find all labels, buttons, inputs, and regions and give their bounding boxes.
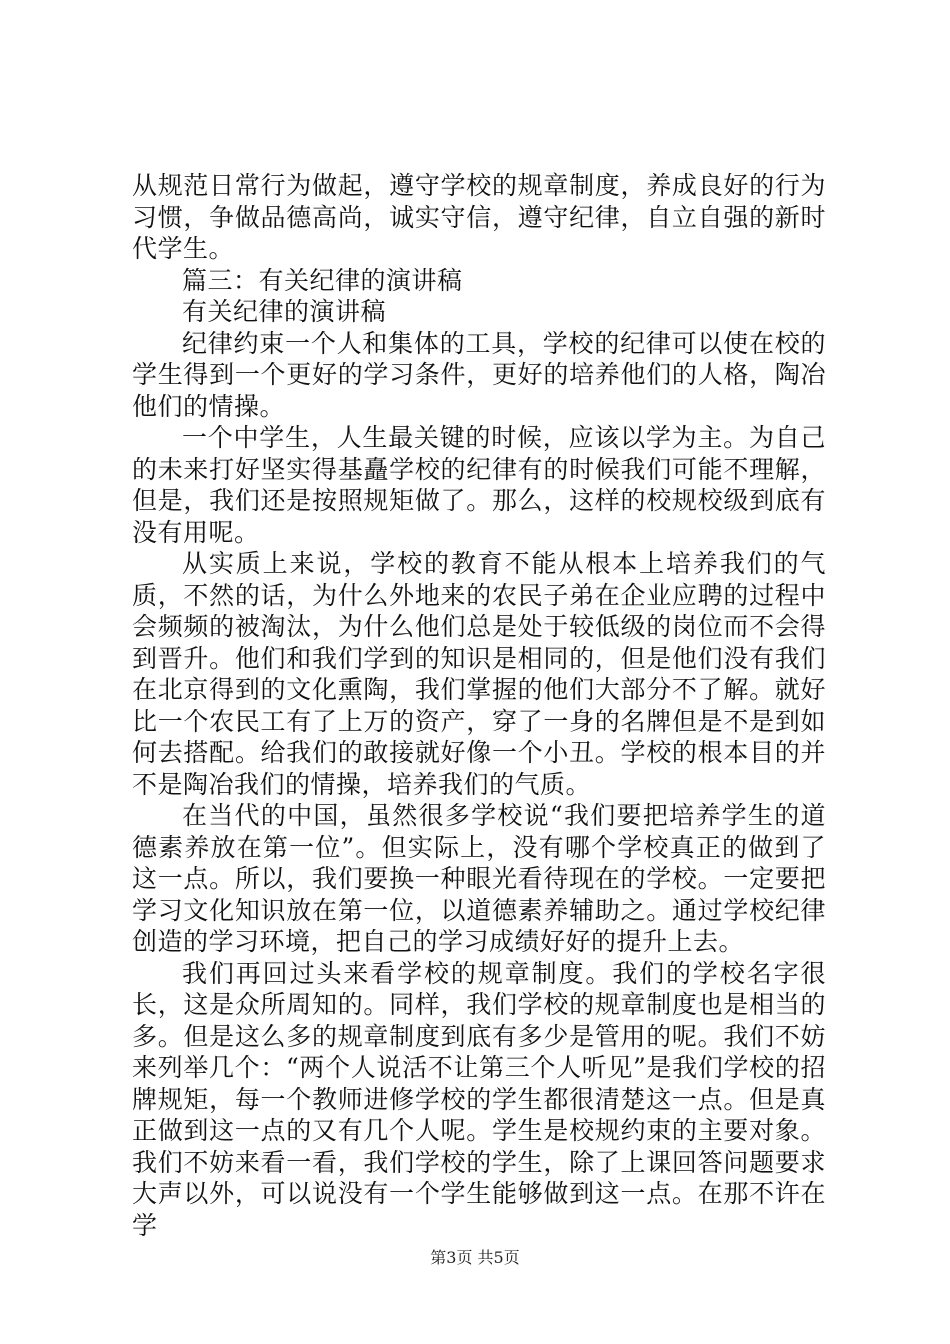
document-body [132, 170, 826, 1241]
paragraph-4: 纪律约束一个人和集体的工具，学校的纪律可以使在校的学生得到一个更好的学习条件，更好的培养他们的人格，陶冶他们的情操。 [132, 328, 826, 421]
paragraph-6: 从实质上来说，学校的教育不能从根本上培养我们的气质，不然的话，为什么外地来的农民子弟在企业应聘的过程中会频频的被淘汰，为什么他们总是处于较低级的岗位而不会得到晋升。他们和我们学到的知识是相同的，但是他们没有我们在北京得到的文化熏陶，我们掌握的他们大部分不了解。就好比一个农民工有了上万的资产，穿了一身的名牌但是不是到如何去搭配。给我们的敢接就好像一个小丑。学校的根本目的并不是陶冶我们的情操，培养我们的气质。 [132, 549, 826, 799]
paragraph-5: 一个中学生，人生最关键的时候，应该以学为主。为自己的未来打好坚实得基矗学校的纪律有的时候我们可能不理解，但是，我们还是按照规矩做了。那么，这样的校规校级到底有没有用呢。 [132, 423, 826, 547]
section-heading: 篇三：有关纪律的演讲稿 [182, 265, 463, 295]
page-number-footer: 第3页 共5页 [430, 1248, 520, 1267]
speech-title: 有关纪律的演讲稿 [182, 297, 387, 326]
paragraph-8: 我们再回过头来看学校的规章制度。我们的学校名字很长，这是众所周知的。同样，我们学校的规章制度也是相当的多。但是这么多的规章制度到底有多少是管用的呢。我们不妨来列举几个：“两个人说活不让第三个人听见”是我们学校的招牌规矩，每一个教师进修学校的学生都很清楚这一点。但是真正做到这一点的又有几个人呢。学生是校规约束的主要对象。我们不妨来看一看，我们学校的学生，除了上课回答问题要求大声以外，可以说没有一个学生能够做到这一点。在那不许在学 [132, 958, 826, 1240]
paragraph-7: 在当代的中国，虽然很多学校说“我们要把培养学生的道德素养放在第一位”。但实际上，没有哪个学校真正的做到了这一点。所以，我们要换一种眼光看待现在的学校。一定要把学习文化知识放在第一位，以道德素养辅助之。通过学校纪律创造的学习环境，把自己的学习成绩好好的提升上去。 [132, 801, 826, 956]
paragraph-1: 从规范日常行为做起，遵守学校的规章制度，养成良好的行为习惯，争做品德高尚，诚实守信，遵守纪律，自立自强的新时代学生。 [132, 171, 826, 263]
